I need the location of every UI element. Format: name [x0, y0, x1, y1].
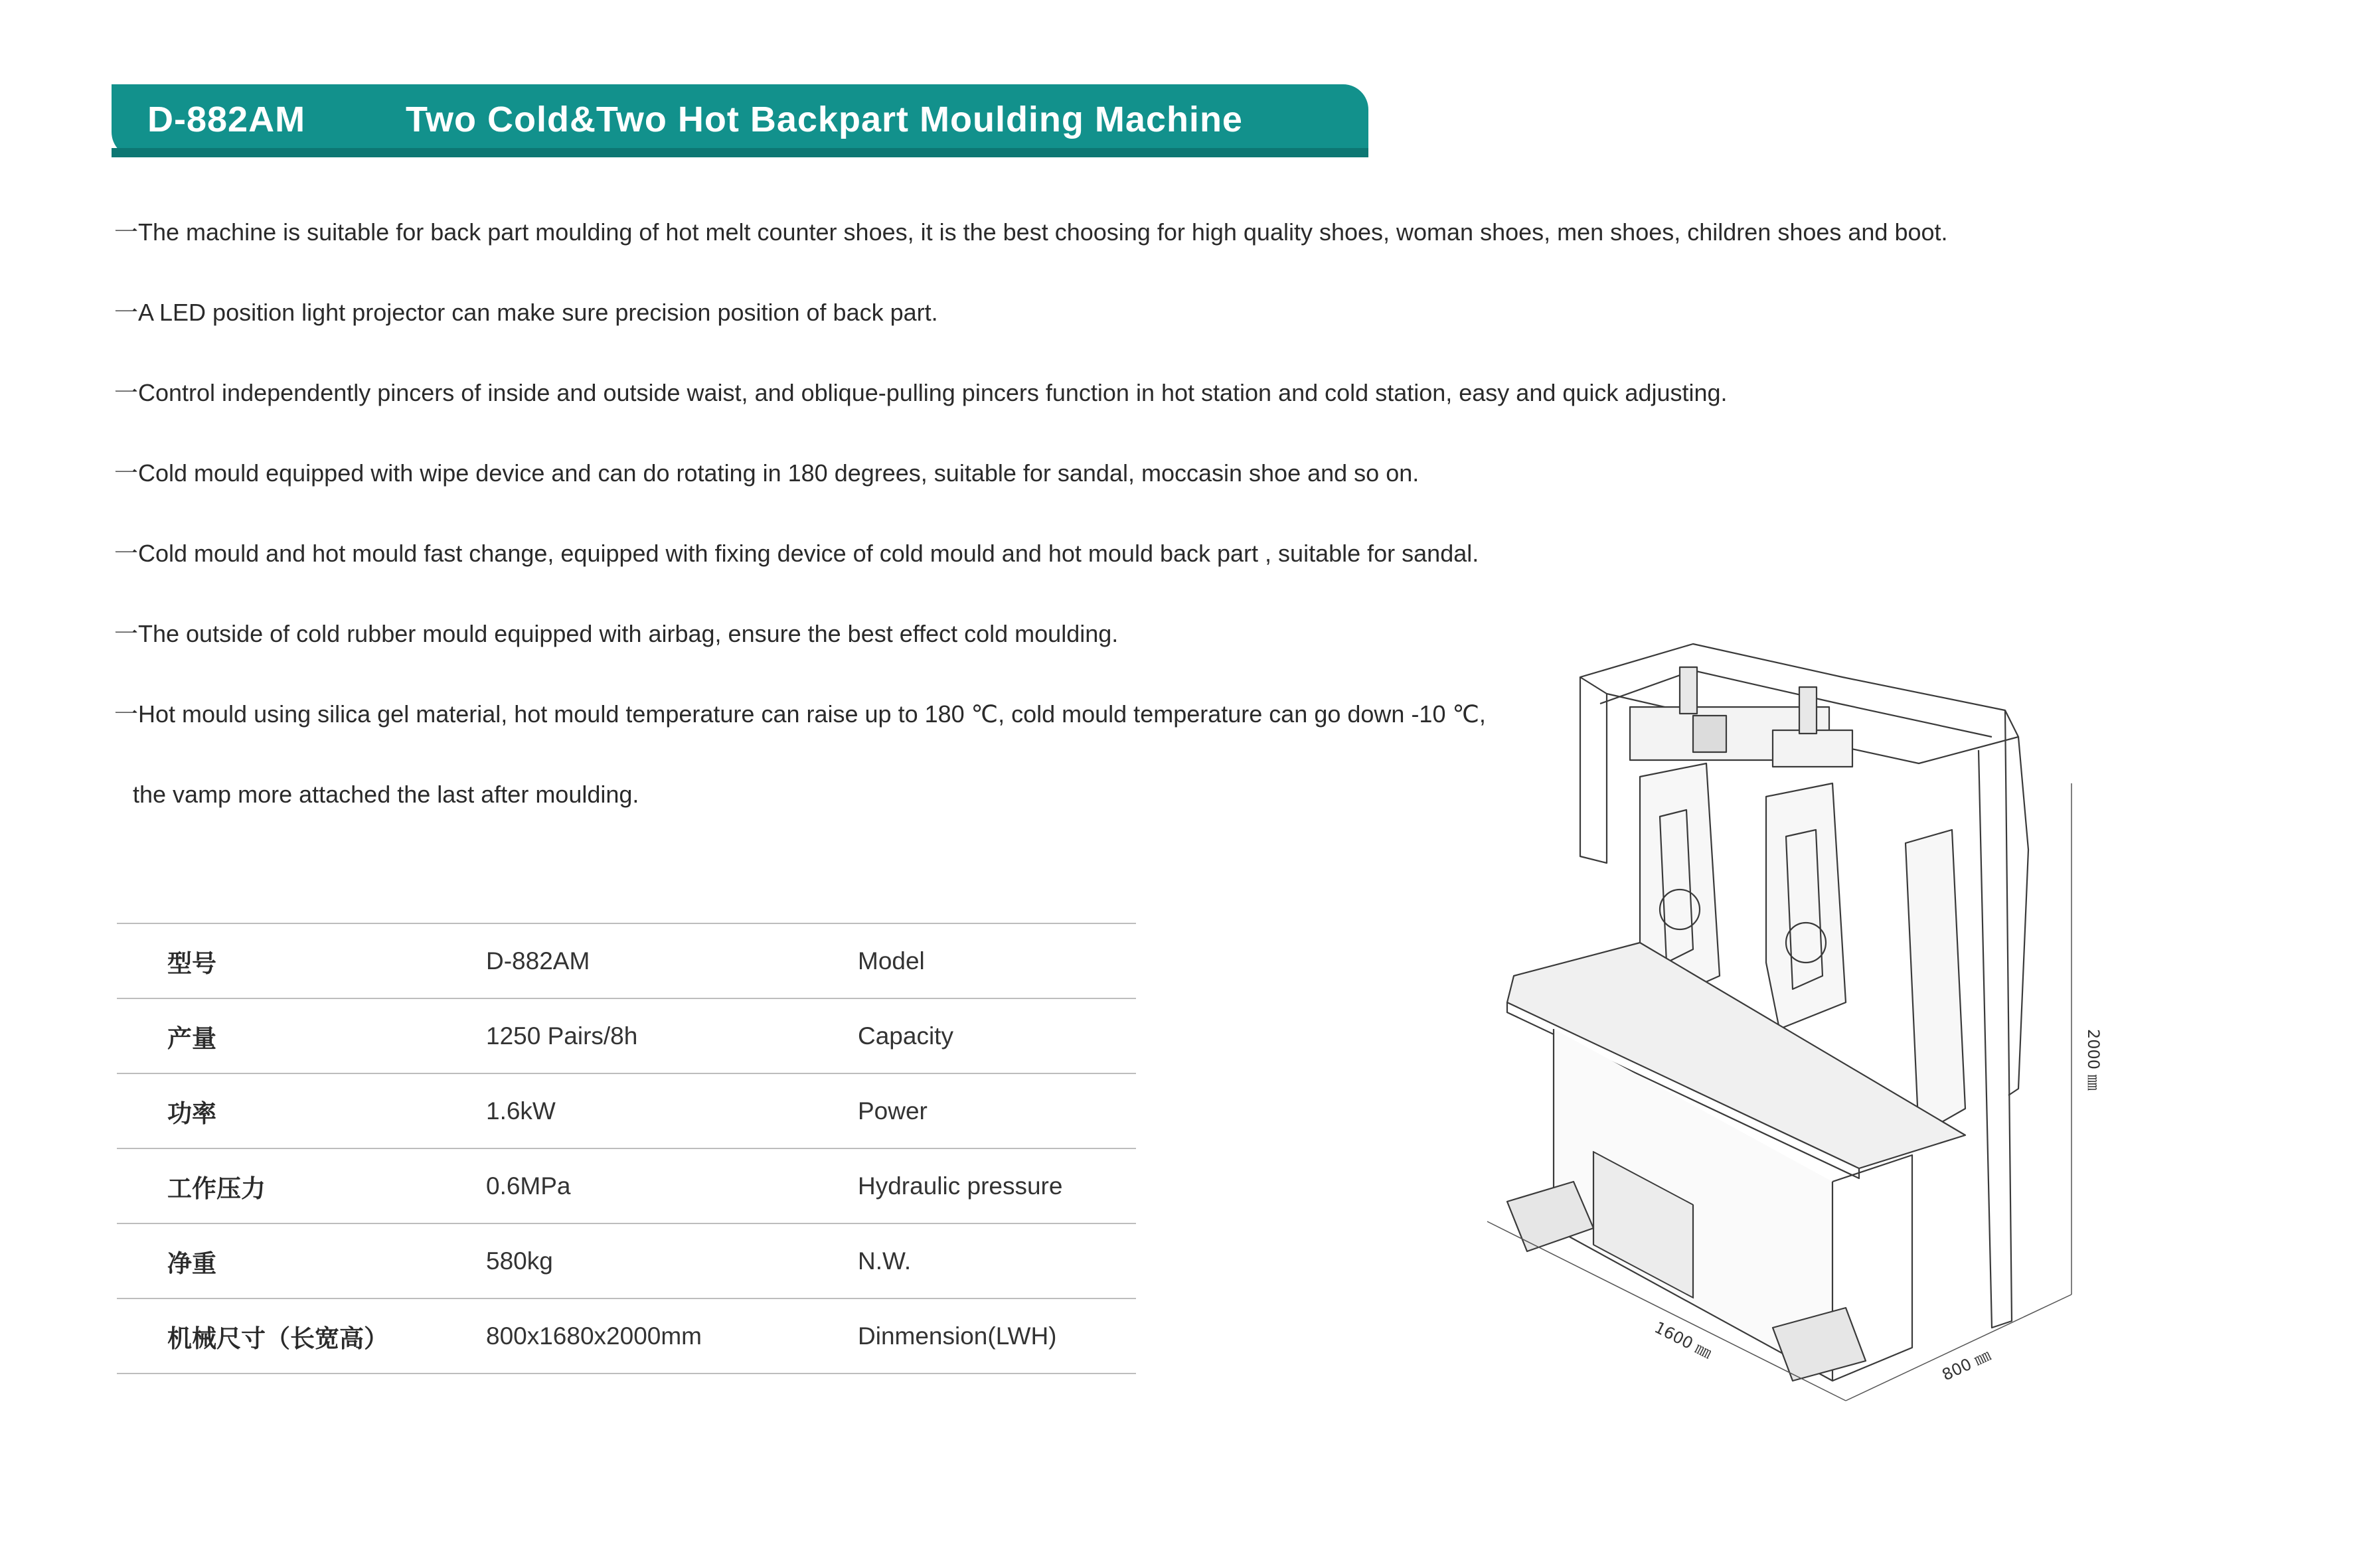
- feature-item: 一Cold mould equipped with wipe device and can do rotating in 180 degrees, suitable for sandal, moccasin shoe and so on.: [114, 459, 1420, 487]
- feature-item: 一Control independently pincers of inside and outside waist, and oblique-pulling pincers function in hot station and cold station, easy and quick adjusting.: [114, 379, 1728, 406]
- table-row: [117, 1298, 1136, 1373]
- spec-label-cn: 型号: [117, 923, 486, 998]
- feature-item: 一Cold mould and hot mould fast change, equipped with fixing device of cold mould and hot mould back part , suitable for sandal.: [114, 540, 1479, 567]
- feature-item: 一The machine is suitable for back part moulding of hot melt counter shoes, it is the best choosing for high quality shoes, woman shoes, men shoes, children shoes and boot.: [114, 218, 1948, 246]
- spec-label-cn: 工作压力: [117, 1148, 486, 1223]
- feature-item-continuation: the vamp more attached the last after moulding.: [133, 781, 639, 808]
- spec-label-en: Hydraulic pressure: [858, 1148, 1136, 1223]
- machine-line-drawing: [1487, 631, 2103, 1427]
- right-upright: [1979, 710, 2012, 1328]
- product-title: Two Cold&Two Hot Backpart Moulding Machine: [406, 100, 1243, 139]
- feature-item: 一A LED position light projector can make sure precision position of back part.: [114, 299, 938, 326]
- cylinder-right: [1799, 687, 1817, 734]
- model-code: D-882AM: [147, 100, 306, 139]
- spec-value: 1.6kW: [486, 1073, 858, 1148]
- side-station: [1906, 830, 1965, 1135]
- table-row: [117, 1073, 1136, 1148]
- table-row: [117, 1223, 1136, 1298]
- feature-item: 一Hot mould using silica gel material, hot mould temperature can raise up to 180 ℃, cold mould temperature can go down -10 ℃,: [114, 700, 1486, 728]
- dimension-length-label: 1600 ㎜: [1651, 1318, 1715, 1363]
- touch-screen: [1693, 716, 1726, 752]
- station-right: [1766, 783, 1846, 1029]
- cylinder-left: [1680, 667, 1697, 714]
- dimension-height-label: 2000 ㎜: [2084, 1029, 2103, 1091]
- control-panel-right: [1773, 730, 1852, 767]
- spec-label-en: Power: [858, 1073, 1136, 1148]
- spec-label-cn: 产量: [117, 998, 486, 1073]
- right-back-panel: [2008, 737, 2028, 1095]
- table-row: [117, 998, 1136, 1073]
- left-upright: [1580, 677, 1607, 863]
- spec-label-en: N.W.: [858, 1223, 1136, 1298]
- spec-value: 0.6MPa: [486, 1148, 858, 1223]
- title-banner: [112, 84, 1368, 157]
- banner-shadow: [112, 148, 1368, 157]
- spec-label-en: Capacity: [858, 998, 1136, 1073]
- spec-label-en: Dinmension(LWH): [858, 1298, 1136, 1373]
- spec-label-cn: 功率: [117, 1073, 486, 1148]
- table-row: [117, 923, 1136, 998]
- dimension-line-width: [1846, 1294, 2071, 1401]
- spec-value: D-882AM: [486, 923, 858, 998]
- spec-label-cn: 净重: [117, 1223, 486, 1298]
- feature-item: 一The outside of cold rubber mould equipped with airbag, ensure the best effect cold moulding.: [114, 620, 1119, 647]
- spec-value: 1250 Pairs/8h: [486, 998, 858, 1073]
- dimension-width-label: 800 ㎜: [1939, 1346, 1994, 1385]
- spec-table: [117, 923, 1136, 1374]
- spec-label-cn: 机械尺寸（长宽高）: [117, 1298, 486, 1373]
- spec-value: 800x1680x2000mm: [486, 1298, 858, 1373]
- spec-label-en: Model: [858, 923, 1136, 998]
- spec-value: 580kg: [486, 1223, 858, 1298]
- table-row: [117, 1148, 1136, 1223]
